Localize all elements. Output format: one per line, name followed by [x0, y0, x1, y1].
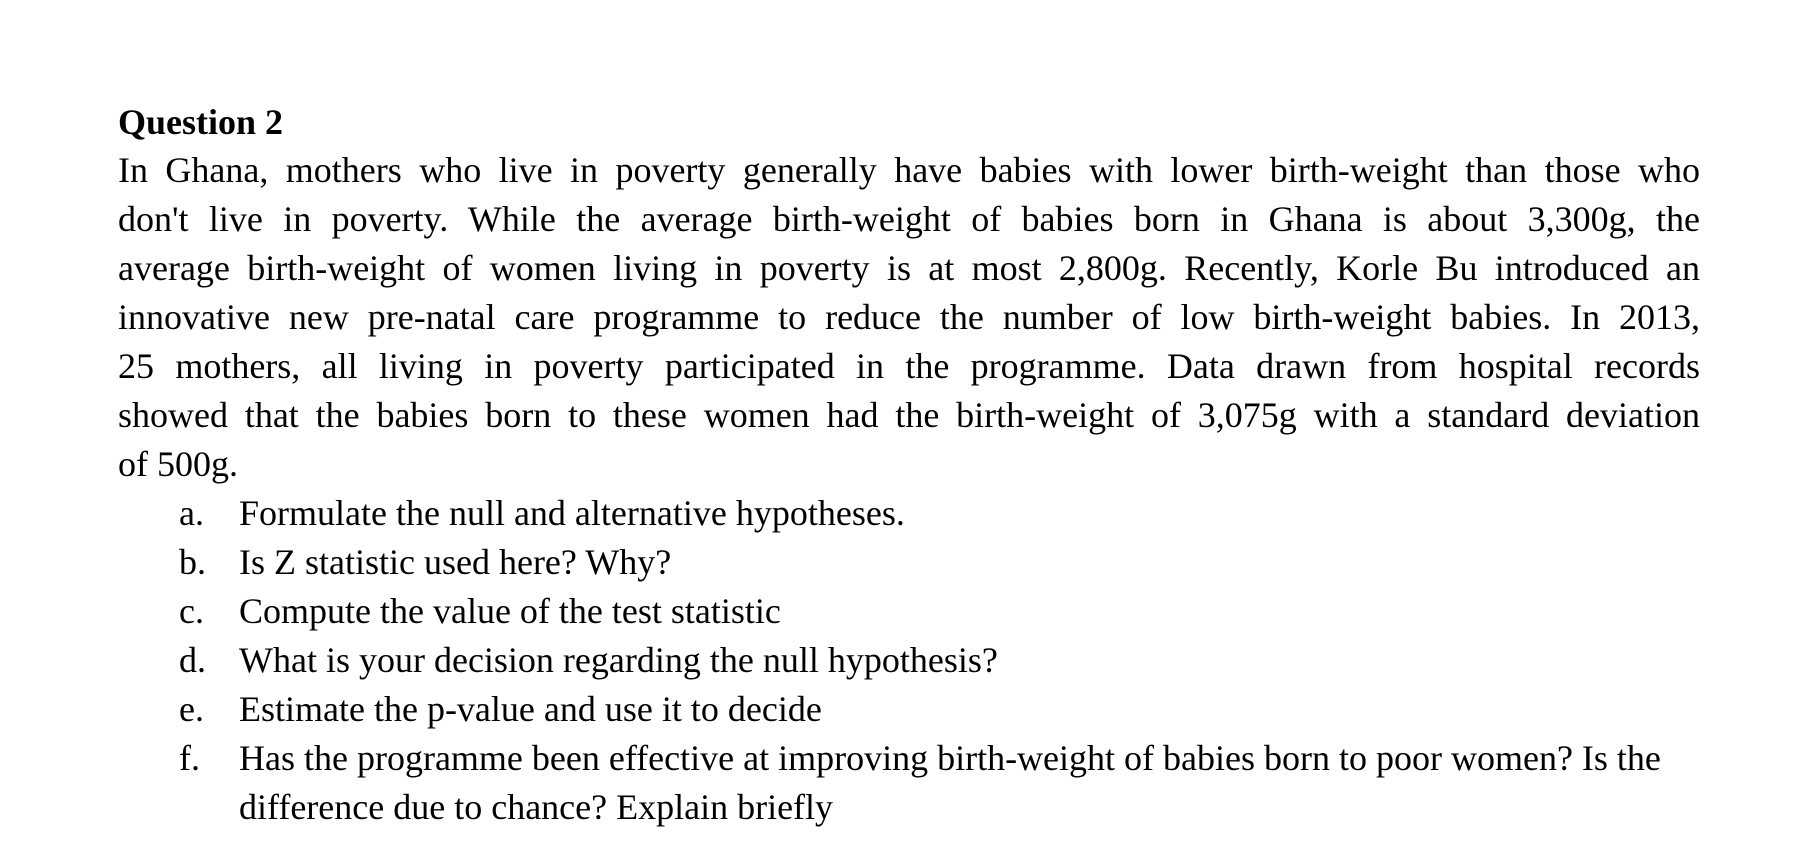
sub-question-b: [118, 538, 1700, 587]
sub-question-a: [118, 489, 1700, 538]
sub-question-e: [118, 685, 1700, 734]
sub-question-c: [118, 587, 1700, 636]
list-marker: c.: [179, 591, 204, 631]
sub-question-text: What is your decision regarding the null hypothesis?: [239, 640, 998, 680]
question-title: Question 2: [118, 102, 284, 142]
sub-question-f: [118, 734, 1700, 832]
list-marker: d.: [179, 640, 206, 680]
sub-question-text: Has the programme been effective at improving birth-weight of babies born to poor women? Is the difference due to chance? Explain briefly: [239, 738, 1661, 827]
paragraph-line: In Ghana, mothers who live in poverty generally have babies with lower birth-weight than those who: [118, 150, 1700, 190]
list-marker: b.: [179, 542, 206, 582]
sub-question-text: Formulate the null and alternative hypotheses.: [239, 493, 905, 533]
paragraph-line: of 500g.: [118, 444, 238, 484]
paragraph-line: showed that the babies born to these women had the birth-weight of 3,075g with a standard deviation: [118, 395, 1700, 435]
question-paragraph: [118, 146, 1700, 489]
sub-question-text: Compute the value of the test statistic: [239, 591, 781, 631]
paragraph-line: don't live in poverty. While the average birth-weight of babies born in Ghana is about 3,300g, the: [118, 199, 1700, 239]
sub-question-text: Estimate the p-value and use it to decide: [239, 689, 822, 729]
sub-question-text: Is Z statistic used here? Why?: [239, 542, 672, 582]
paragraph-line: innovative new pre-natal care programme to reduce the number of low birth-weight babies. In 2013,: [118, 297, 1700, 337]
list-marker: f.: [179, 738, 200, 778]
document-page: [118, 98, 1700, 832]
sub-question-d: [118, 636, 1700, 685]
paragraph-line: 25 mothers, all living in poverty participated in the programme. Data drawn from hospital records: [118, 346, 1700, 386]
sub-question-list: [118, 489, 1700, 832]
list-marker: a.: [179, 493, 204, 533]
paragraph-line: average birth-weight of women living in poverty is at most 2,800g. Recently, Korle Bu introduced an: [118, 248, 1700, 288]
list-marker: e.: [179, 689, 204, 729]
